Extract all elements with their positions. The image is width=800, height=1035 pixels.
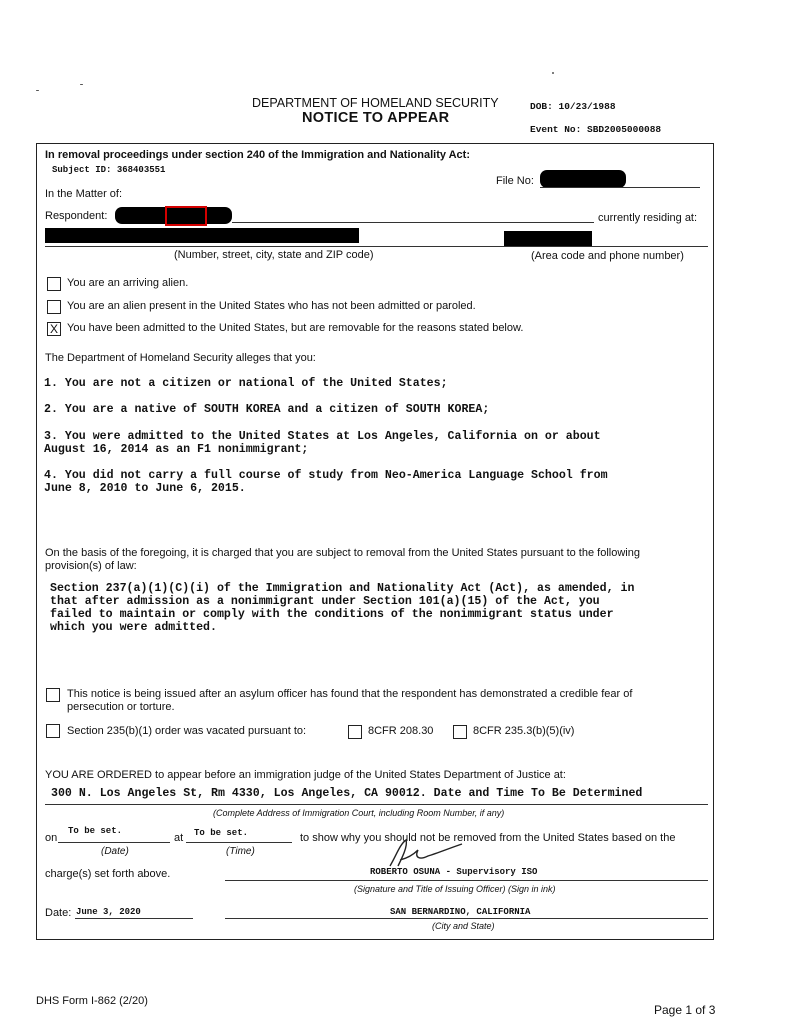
allegation-4: 4. You did not carry a full course of study from Neo-America Language School from June 8, 2010 to June 6, 2015. bbox=[44, 469, 608, 495]
issue-city-state: SAN BERNARDINO, CALIFORNIA bbox=[390, 907, 531, 917]
admitted-removable-checkbox[interactable] bbox=[47, 322, 61, 336]
date-label: Date: bbox=[45, 907, 72, 919]
form-id: DHS Form I-862 (2/20) bbox=[36, 995, 148, 1007]
city-caption: (City and State) bbox=[432, 921, 495, 931]
page-number: Page 1 of 3 bbox=[654, 1003, 716, 1017]
cfr-235-label: 8CFR 235.3(b)(5)(iv) bbox=[473, 725, 575, 737]
scan-speck bbox=[80, 84, 83, 85]
event-label: Event No: bbox=[530, 124, 582, 135]
issue-date: June 3, 2020 bbox=[76, 907, 141, 917]
charge-text: Section 237(a)(1)(C)(i) of the Immigration and Nationality Act (Act), as amended, in that after admission as a nonimmigrant under Section 101(a)(15) of the Act, you failed to maintain or comply with the conditions of the nonimmigrant status under which you were admitted. bbox=[50, 582, 635, 634]
alleges-intro: The Department of Homeland Security alleges that you: bbox=[45, 352, 316, 364]
cfr-208-checkbox[interactable] bbox=[348, 725, 362, 739]
allegation-1: 1. You are not a citizen or national of the United States; bbox=[44, 377, 448, 390]
cfr-208-label: 8CFR 208.30 bbox=[368, 725, 434, 737]
check-mark-icon: X bbox=[49, 322, 58, 336]
proceedings-heading: In removal proceedings under section 240 of the Immigration and Nationality Act: bbox=[45, 149, 471, 161]
scan-speck bbox=[552, 72, 554, 74]
agency-name: DEPARTMENT OF HOMELAND SECURITY bbox=[252, 96, 499, 110]
file-no-label: File No: bbox=[496, 175, 534, 187]
file-no-underline bbox=[540, 187, 700, 188]
section-235-label: Section 235(b)(1) order was vacated pursuant to: bbox=[67, 725, 307, 737]
charge-intro: On the basis of the foregoing, it is charged that you are subject to removal from the United States pursuant to the following provision(s) of law: bbox=[45, 547, 640, 572]
signature-underline bbox=[225, 880, 708, 881]
document-title: NOTICE TO APPEAR bbox=[302, 110, 450, 126]
signature-caption: (Signature and Title of Issuing Officer) (Sign in ink) bbox=[354, 884, 556, 894]
ordered-text: YOU ARE ORDERED to appear before an immigration judge of the United States Department of Justice at: bbox=[45, 769, 566, 781]
arriving-alien-label: You are an arriving alien. bbox=[67, 277, 189, 289]
appearance-date: To be set. bbox=[68, 826, 123, 836]
show-why-text: to show why you should not be removed from the United States based on the bbox=[300, 832, 676, 844]
respondent-label: Respondent: bbox=[45, 210, 108, 222]
asylum-checkbox[interactable] bbox=[46, 688, 60, 702]
subject-id-line bbox=[52, 165, 165, 175]
allegation-3: 3. You were admitted to the United States at Los Angeles, California on or about August 16, 2014 as an F1 nonimmigrant; bbox=[44, 430, 601, 456]
allegation-2: 2. You are a native of SOUTH KOREA and a citizen of SOUTH KOREA; bbox=[44, 403, 490, 416]
scan-speck bbox=[36, 90, 39, 91]
court-address: 300 N. Los Angeles St, Rm 4330, Los Angeles, CA 90012. Date and Time To Be Determined bbox=[51, 787, 643, 800]
highlight-box bbox=[165, 206, 207, 226]
at-label: at bbox=[174, 832, 184, 844]
event-value: SBD2005000088 bbox=[587, 124, 662, 135]
city-underline bbox=[225, 918, 708, 919]
issue-date-underline bbox=[75, 918, 193, 919]
court-address-underline bbox=[45, 804, 708, 805]
residing-label: currently residing at: bbox=[598, 212, 698, 224]
on-label: on bbox=[45, 832, 58, 844]
cfr-235-checkbox[interactable] bbox=[453, 725, 467, 739]
arriving-alien-checkbox[interactable] bbox=[47, 277, 61, 291]
redacted-address bbox=[45, 228, 359, 243]
date-underline bbox=[58, 842, 170, 843]
dob-value: 10/23/1988 bbox=[558, 101, 616, 112]
redacted-phone bbox=[504, 231, 592, 247]
subject-id-label: Subject ID: bbox=[52, 165, 112, 175]
address-caption: (Number, street, city, state and ZIP code) bbox=[174, 249, 374, 261]
time-underline bbox=[186, 842, 292, 843]
dob-line bbox=[530, 101, 616, 112]
phone-caption: (Area code and phone number) bbox=[531, 250, 684, 262]
asylum-notice: This notice is being issued after an asylum officer has found that the respondent has demonstrated a credible fear of persecution or torture. bbox=[67, 688, 633, 713]
charges-set-text: charge(s) set forth above. bbox=[45, 868, 171, 880]
appearance-time: To be set. bbox=[194, 828, 249, 838]
not-admitted-checkbox[interactable] bbox=[47, 300, 61, 314]
section-235-checkbox[interactable] bbox=[46, 724, 60, 738]
admitted-removable-label: You have been admitted to the United States, but are removable for the reasons stated below. bbox=[67, 322, 524, 334]
matter-label: In the Matter of: bbox=[45, 188, 123, 200]
time-caption: (Time) bbox=[226, 846, 255, 857]
form-frame bbox=[36, 143, 714, 940]
dob-label: DOB: bbox=[530, 101, 553, 112]
court-caption: (Complete Address of Immigration Court, including Room Number, if any) bbox=[213, 808, 505, 818]
address-underline bbox=[45, 246, 708, 247]
event-line bbox=[530, 124, 661, 135]
date-caption: (Date) bbox=[101, 846, 129, 857]
not-admitted-label: You are an alien present in the United States who has not been admitted or paroled. bbox=[67, 300, 476, 312]
officer-name-title: ROBERTO OSUNA - Supervisory ISO bbox=[370, 867, 538, 877]
respondent-underline bbox=[232, 222, 594, 223]
redacted-file-number bbox=[540, 170, 626, 188]
subject-id-value: 368403551 bbox=[116, 165, 166, 175]
